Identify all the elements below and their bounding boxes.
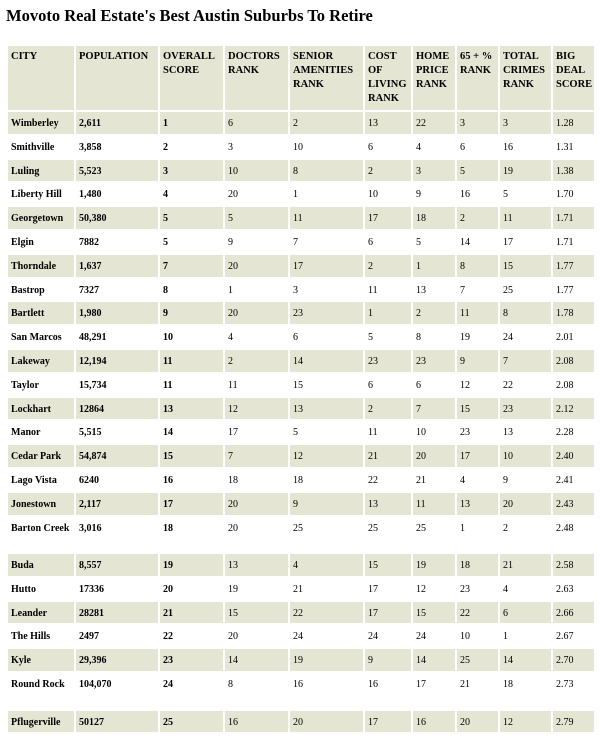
table-cell: 12 — [413, 578, 455, 600]
table-cell: 25 — [290, 517, 363, 553]
column-header: BIG DEAL SCORE — [553, 46, 594, 110]
table-cell: 17 — [365, 578, 411, 600]
city-cell: Lockhart — [8, 398, 74, 420]
table-cell: 13 — [290, 398, 363, 420]
table-cell: 16 — [160, 469, 223, 491]
table-cell: 2 — [365, 255, 411, 277]
table-cell: 8,557 — [76, 554, 158, 576]
table-row — [8, 326, 594, 348]
table-cell: 2 — [500, 517, 551, 553]
table-cell: 14 — [225, 649, 288, 671]
table-cell: 2497 — [76, 625, 158, 647]
table-cell: 7 — [457, 279, 498, 301]
table-cell: 1 — [225, 279, 288, 301]
table-cell: 18 — [225, 469, 288, 491]
city-cell: San Marcos — [8, 326, 74, 348]
table-cell: 4 — [225, 326, 288, 348]
table-row — [8, 554, 594, 576]
city-cell: Wimberley — [8, 112, 74, 134]
table-cell: 23 — [290, 302, 363, 324]
table-cell: 2.67 — [553, 625, 594, 647]
table-cell: 23 — [500, 398, 551, 420]
table-cell: 22 — [160, 625, 223, 647]
table-cell: 18 — [290, 469, 363, 491]
table-cell: 104,070 — [76, 673, 158, 709]
table-cell: 6 — [225, 112, 288, 134]
table-cell: 3 — [225, 136, 288, 158]
table-cell: 22 — [290, 602, 363, 624]
table-cell: 2 — [365, 160, 411, 182]
table-cell: 5 — [225, 207, 288, 229]
table-cell: 9 — [365, 649, 411, 671]
table-cell: 2.73 — [553, 673, 594, 709]
city-cell: Round Rock — [8, 673, 74, 709]
city-cell: The Hills — [8, 625, 74, 647]
table-cell: 23 — [365, 350, 411, 372]
table-cell: 25 — [457, 649, 498, 671]
table-row — [8, 136, 594, 158]
table-cell: 1,480 — [76, 183, 158, 205]
table-row — [8, 231, 594, 253]
table-cell: 21 — [457, 673, 498, 709]
table-row — [8, 445, 594, 467]
table-cell: 20 — [290, 711, 363, 733]
city-cell: Bastrop — [8, 279, 74, 301]
table-cell: 21 — [500, 554, 551, 576]
table-cell: 50127 — [76, 711, 158, 733]
table-cell: 4 — [500, 578, 551, 600]
table-cell: 1.78 — [553, 302, 594, 324]
table-cell: 20 — [225, 183, 288, 205]
table-row — [8, 160, 594, 182]
table-cell: 21 — [160, 602, 223, 624]
table-cell: 7 — [225, 445, 288, 467]
city-cell: Bartlett — [8, 302, 74, 324]
city-cell: Liberty Hill — [8, 183, 74, 205]
table-cell: 2 — [413, 302, 455, 324]
table-cell: 19 — [500, 160, 551, 182]
table-cell: 17 — [365, 207, 411, 229]
table-cell: 15 — [500, 255, 551, 277]
table-cell: 14 — [457, 231, 498, 253]
table-cell: 1.77 — [553, 279, 594, 301]
table-cell: 12 — [225, 398, 288, 420]
table-cell: 12864 — [76, 398, 158, 420]
table-cell: 9 — [160, 302, 223, 324]
header-row — [8, 46, 594, 110]
table-cell: 10 — [457, 625, 498, 647]
table-row — [8, 711, 594, 733]
table-cell: 4 — [160, 183, 223, 205]
table-cell: 1 — [160, 112, 223, 134]
table-cell: 8 — [500, 302, 551, 324]
table-cell: 2.43 — [553, 493, 594, 515]
table-cell: 1,980 — [76, 302, 158, 324]
table-row — [8, 398, 594, 420]
table-cell: 11 — [500, 207, 551, 229]
table-row — [8, 673, 594, 709]
table-cell: 1.77 — [553, 255, 594, 277]
table-cell: 28281 — [76, 602, 158, 624]
table-cell: 15 — [290, 374, 363, 396]
table-cell: 1 — [457, 517, 498, 553]
table-cell: 2,117 — [76, 493, 158, 515]
table-row — [8, 302, 594, 324]
table-row — [8, 183, 594, 205]
table-cell: 3 — [500, 112, 551, 134]
table-cell: 15 — [225, 602, 288, 624]
table-cell: 17336 — [76, 578, 158, 600]
table-row — [8, 625, 594, 647]
table-cell: 1.28 — [553, 112, 594, 134]
column-header: CITY — [8, 46, 74, 110]
table-cell: 15 — [160, 445, 223, 467]
table-cell: 14 — [413, 649, 455, 671]
table-header — [8, 46, 594, 110]
table-cell: 2.28 — [553, 421, 594, 443]
table-cell: 25 — [413, 517, 455, 553]
table-cell: 17 — [500, 231, 551, 253]
city-cell: Manor — [8, 421, 74, 443]
city-cell: Lakeway — [8, 350, 74, 372]
table-cell: 2.79 — [553, 711, 594, 733]
table-row — [8, 469, 594, 491]
table-cell: 54,874 — [76, 445, 158, 467]
table-cell: 13 — [413, 279, 455, 301]
table-cell: 16 — [290, 673, 363, 709]
table-cell: 17 — [225, 421, 288, 443]
city-cell: Leander — [8, 602, 74, 624]
table-cell: 21 — [290, 578, 363, 600]
table-cell: 1 — [290, 183, 363, 205]
table-cell: 1 — [413, 255, 455, 277]
table-cell: 17 — [413, 673, 455, 709]
table-cell: 9 — [500, 469, 551, 491]
table-cell: 12 — [500, 711, 551, 733]
table-cell: 19 — [413, 554, 455, 576]
table-cell: 2.01 — [553, 326, 594, 348]
table-cell: 1.70 — [553, 183, 594, 205]
table-cell: 6 — [365, 374, 411, 396]
table-cell: 18 — [457, 554, 498, 576]
city-cell: Luling — [8, 160, 74, 182]
table-cell: 1 — [365, 302, 411, 324]
table-cell: 9 — [457, 350, 498, 372]
table-cell: 20 — [500, 493, 551, 515]
table-cell: 16 — [365, 673, 411, 709]
city-cell: Cedar Park — [8, 445, 74, 467]
table-row — [8, 279, 594, 301]
table-cell: 6240 — [76, 469, 158, 491]
table-cell: 6 — [457, 136, 498, 158]
table-cell: 13 — [365, 112, 411, 134]
city-cell: Jonestown — [8, 493, 74, 515]
table-cell: 18 — [413, 207, 455, 229]
table-cell: 11 — [413, 493, 455, 515]
table-cell: 5 — [457, 160, 498, 182]
table-cell: 25 — [365, 517, 411, 553]
table-cell: 20 — [457, 711, 498, 733]
table-cell: 6 — [365, 136, 411, 158]
table-row — [8, 649, 594, 671]
table-cell: 11 — [365, 421, 411, 443]
table-cell: 24 — [290, 625, 363, 647]
city-cell: Hutto — [8, 578, 74, 600]
column-header: DOCTORS RANK — [225, 46, 288, 110]
table-cell: 22 — [365, 469, 411, 491]
table-cell: 50,380 — [76, 207, 158, 229]
table-cell: 13 — [365, 493, 411, 515]
table-cell: 20 — [160, 578, 223, 600]
table-body — [8, 112, 594, 732]
table-cell: 13 — [457, 493, 498, 515]
table-cell: 1.71 — [553, 231, 594, 253]
table-cell: 2.48 — [553, 517, 594, 553]
table-cell: 9 — [413, 183, 455, 205]
table-cell: 24 — [365, 625, 411, 647]
table-row — [8, 493, 594, 515]
table-cell: 8 — [413, 326, 455, 348]
table-cell: 1.71 — [553, 207, 594, 229]
table-cell: 25 — [160, 711, 223, 733]
table-cell: 2.70 — [553, 649, 594, 671]
table-row — [8, 207, 594, 229]
table-cell: 21 — [413, 469, 455, 491]
table-cell: 2.08 — [553, 350, 594, 372]
table-cell: 24 — [413, 625, 455, 647]
table-cell: 2.66 — [553, 602, 594, 624]
page-title: Movoto Real Estate's Best Austin Suburbs To Retire — [6, 6, 373, 25]
table-cell: 2 — [160, 136, 223, 158]
table-cell: 25 — [500, 279, 551, 301]
table-cell: 7 — [413, 398, 455, 420]
table-cell: 7 — [500, 350, 551, 372]
column-header: OVERALL SCORE — [160, 46, 223, 110]
table-cell: 7882 — [76, 231, 158, 253]
table-cell: 10 — [160, 326, 223, 348]
city-cell: Thorndale — [8, 255, 74, 277]
table-cell: 10 — [413, 421, 455, 443]
table-cell: 17 — [457, 445, 498, 467]
city-cell: Barton Creek — [8, 517, 74, 553]
table-cell: 2.41 — [553, 469, 594, 491]
table-cell: 13 — [500, 421, 551, 443]
table-cell: 2.12 — [553, 398, 594, 420]
column-header: HOME PRICE RANK — [413, 46, 455, 110]
city-cell: Pflugerville — [8, 711, 74, 733]
table-cell: 15 — [365, 554, 411, 576]
table-cell: 20 — [413, 445, 455, 467]
column-header: TOTAL CRIMES RANK — [500, 46, 551, 110]
table-cell: 5 — [413, 231, 455, 253]
table-cell: 12 — [457, 374, 498, 396]
table-cell: 19 — [457, 326, 498, 348]
table-cell: 5,515 — [76, 421, 158, 443]
table-cell: 2.08 — [553, 374, 594, 396]
table-cell: 17 — [365, 711, 411, 733]
table-cell: 15 — [457, 398, 498, 420]
city-cell: Taylor — [8, 374, 74, 396]
table-row — [8, 350, 594, 372]
table-cell: 18 — [160, 517, 223, 553]
table-cell: 5 — [365, 326, 411, 348]
table-cell: 10 — [500, 445, 551, 467]
table-cell: 12,194 — [76, 350, 158, 372]
table-cell: 22 — [457, 602, 498, 624]
table-cell: 12 — [290, 445, 363, 467]
table-cell: 11 — [365, 279, 411, 301]
table-cell: 8 — [160, 279, 223, 301]
table-cell: 2 — [225, 350, 288, 372]
table-row — [8, 421, 594, 443]
table-cell: 5 — [290, 421, 363, 443]
table-cell: 13 — [225, 554, 288, 576]
table-cell: 3,016 — [76, 517, 158, 553]
table-cell: 5 — [160, 207, 223, 229]
table-cell: 23 — [457, 578, 498, 600]
city-cell: Smithville — [8, 136, 74, 158]
table-cell: 2.40 — [553, 445, 594, 467]
table-cell: 11 — [160, 374, 223, 396]
table-cell: 4 — [413, 136, 455, 158]
table-cell: 19 — [225, 578, 288, 600]
table-row — [8, 374, 594, 396]
table-cell: 3,858 — [76, 136, 158, 158]
table-cell: 1.31 — [553, 136, 594, 158]
table-cell: 6 — [290, 326, 363, 348]
table-cell: 7 — [290, 231, 363, 253]
table-cell: 20 — [225, 255, 288, 277]
table-row — [8, 602, 594, 624]
table-cell: 24 — [500, 326, 551, 348]
table-cell: 16 — [457, 183, 498, 205]
table-cell: 17 — [160, 493, 223, 515]
table-cell: 11 — [290, 207, 363, 229]
table-cell: 3 — [457, 112, 498, 134]
city-cell: Buda — [8, 554, 74, 576]
table-row — [8, 517, 594, 553]
ranking-table — [6, 44, 596, 734]
table-cell: 8 — [457, 255, 498, 277]
table-cell: 8 — [290, 160, 363, 182]
city-cell: Georgetown — [8, 207, 74, 229]
table-cell: 16 — [500, 136, 551, 158]
table-cell: 20 — [225, 517, 288, 553]
table-cell: 23 — [160, 649, 223, 671]
table-row — [8, 112, 594, 134]
table-cell: 10 — [290, 136, 363, 158]
table-cell: 11 — [225, 374, 288, 396]
table-cell: 6 — [413, 374, 455, 396]
table-cell: 48,291 — [76, 326, 158, 348]
city-cell: Kyle — [8, 649, 74, 671]
table-cell: 22 — [413, 112, 455, 134]
table-cell: 20 — [225, 302, 288, 324]
table-cell: 24 — [160, 673, 223, 709]
table-row — [8, 578, 594, 600]
table-cell: 15 — [413, 602, 455, 624]
table-cell: 2 — [365, 398, 411, 420]
table-cell: 11 — [457, 302, 498, 324]
table-cell: 9 — [290, 493, 363, 515]
table-cell: 14 — [160, 421, 223, 443]
table-cell: 14 — [500, 649, 551, 671]
table-cell: 29,396 — [76, 649, 158, 671]
table-cell: 16 — [225, 711, 288, 733]
table-cell: 18 — [500, 673, 551, 709]
table-cell: 5 — [500, 183, 551, 205]
column-header: COST OF LIVING RANK — [365, 46, 411, 110]
table-cell: 16 — [413, 711, 455, 733]
table-cell: 17 — [290, 255, 363, 277]
table-cell: 10 — [365, 183, 411, 205]
column-header: POPULATION — [76, 46, 158, 110]
table-cell: 19 — [290, 649, 363, 671]
table-cell: 1.38 — [553, 160, 594, 182]
table-cell: 5 — [160, 231, 223, 253]
table-cell: 23 — [413, 350, 455, 372]
table-cell: 4 — [290, 554, 363, 576]
table-cell: 2.63 — [553, 578, 594, 600]
table-cell: 1 — [500, 625, 551, 647]
table-cell: 3 — [290, 279, 363, 301]
city-cell: Lago Vista — [8, 469, 74, 491]
table-cell: 2 — [290, 112, 363, 134]
table-cell: 1,637 — [76, 255, 158, 277]
table-cell: 3 — [160, 160, 223, 182]
table-cell: 10 — [225, 160, 288, 182]
table-cell: 14 — [290, 350, 363, 372]
table-cell: 11 — [160, 350, 223, 372]
column-header: 65 + % RANK — [457, 46, 498, 110]
table-cell: 13 — [160, 398, 223, 420]
table-cell: 20 — [225, 493, 288, 515]
table-cell: 3 — [413, 160, 455, 182]
table-cell: 15,734 — [76, 374, 158, 396]
city-cell: Elgin — [8, 231, 74, 253]
table-cell: 5,523 — [76, 160, 158, 182]
table-cell: 2.58 — [553, 554, 594, 576]
table-cell: 7327 — [76, 279, 158, 301]
table-cell: 9 — [225, 231, 288, 253]
table-row — [8, 255, 594, 277]
table-cell: 19 — [160, 554, 223, 576]
table-cell: 2,611 — [76, 112, 158, 134]
table-cell: 8 — [225, 673, 288, 709]
table-cell: 4 — [457, 469, 498, 491]
table-cell: 6 — [500, 602, 551, 624]
table-cell: 20 — [225, 625, 288, 647]
table-cell: 21 — [365, 445, 411, 467]
column-header: SENIOR AMENITIES RANK — [290, 46, 363, 110]
table-cell: 23 — [457, 421, 498, 443]
table-cell: 22 — [500, 374, 551, 396]
table-cell: 2 — [457, 207, 498, 229]
table-cell: 7 — [160, 255, 223, 277]
table-cell: 6 — [365, 231, 411, 253]
table-cell: 17 — [365, 602, 411, 624]
